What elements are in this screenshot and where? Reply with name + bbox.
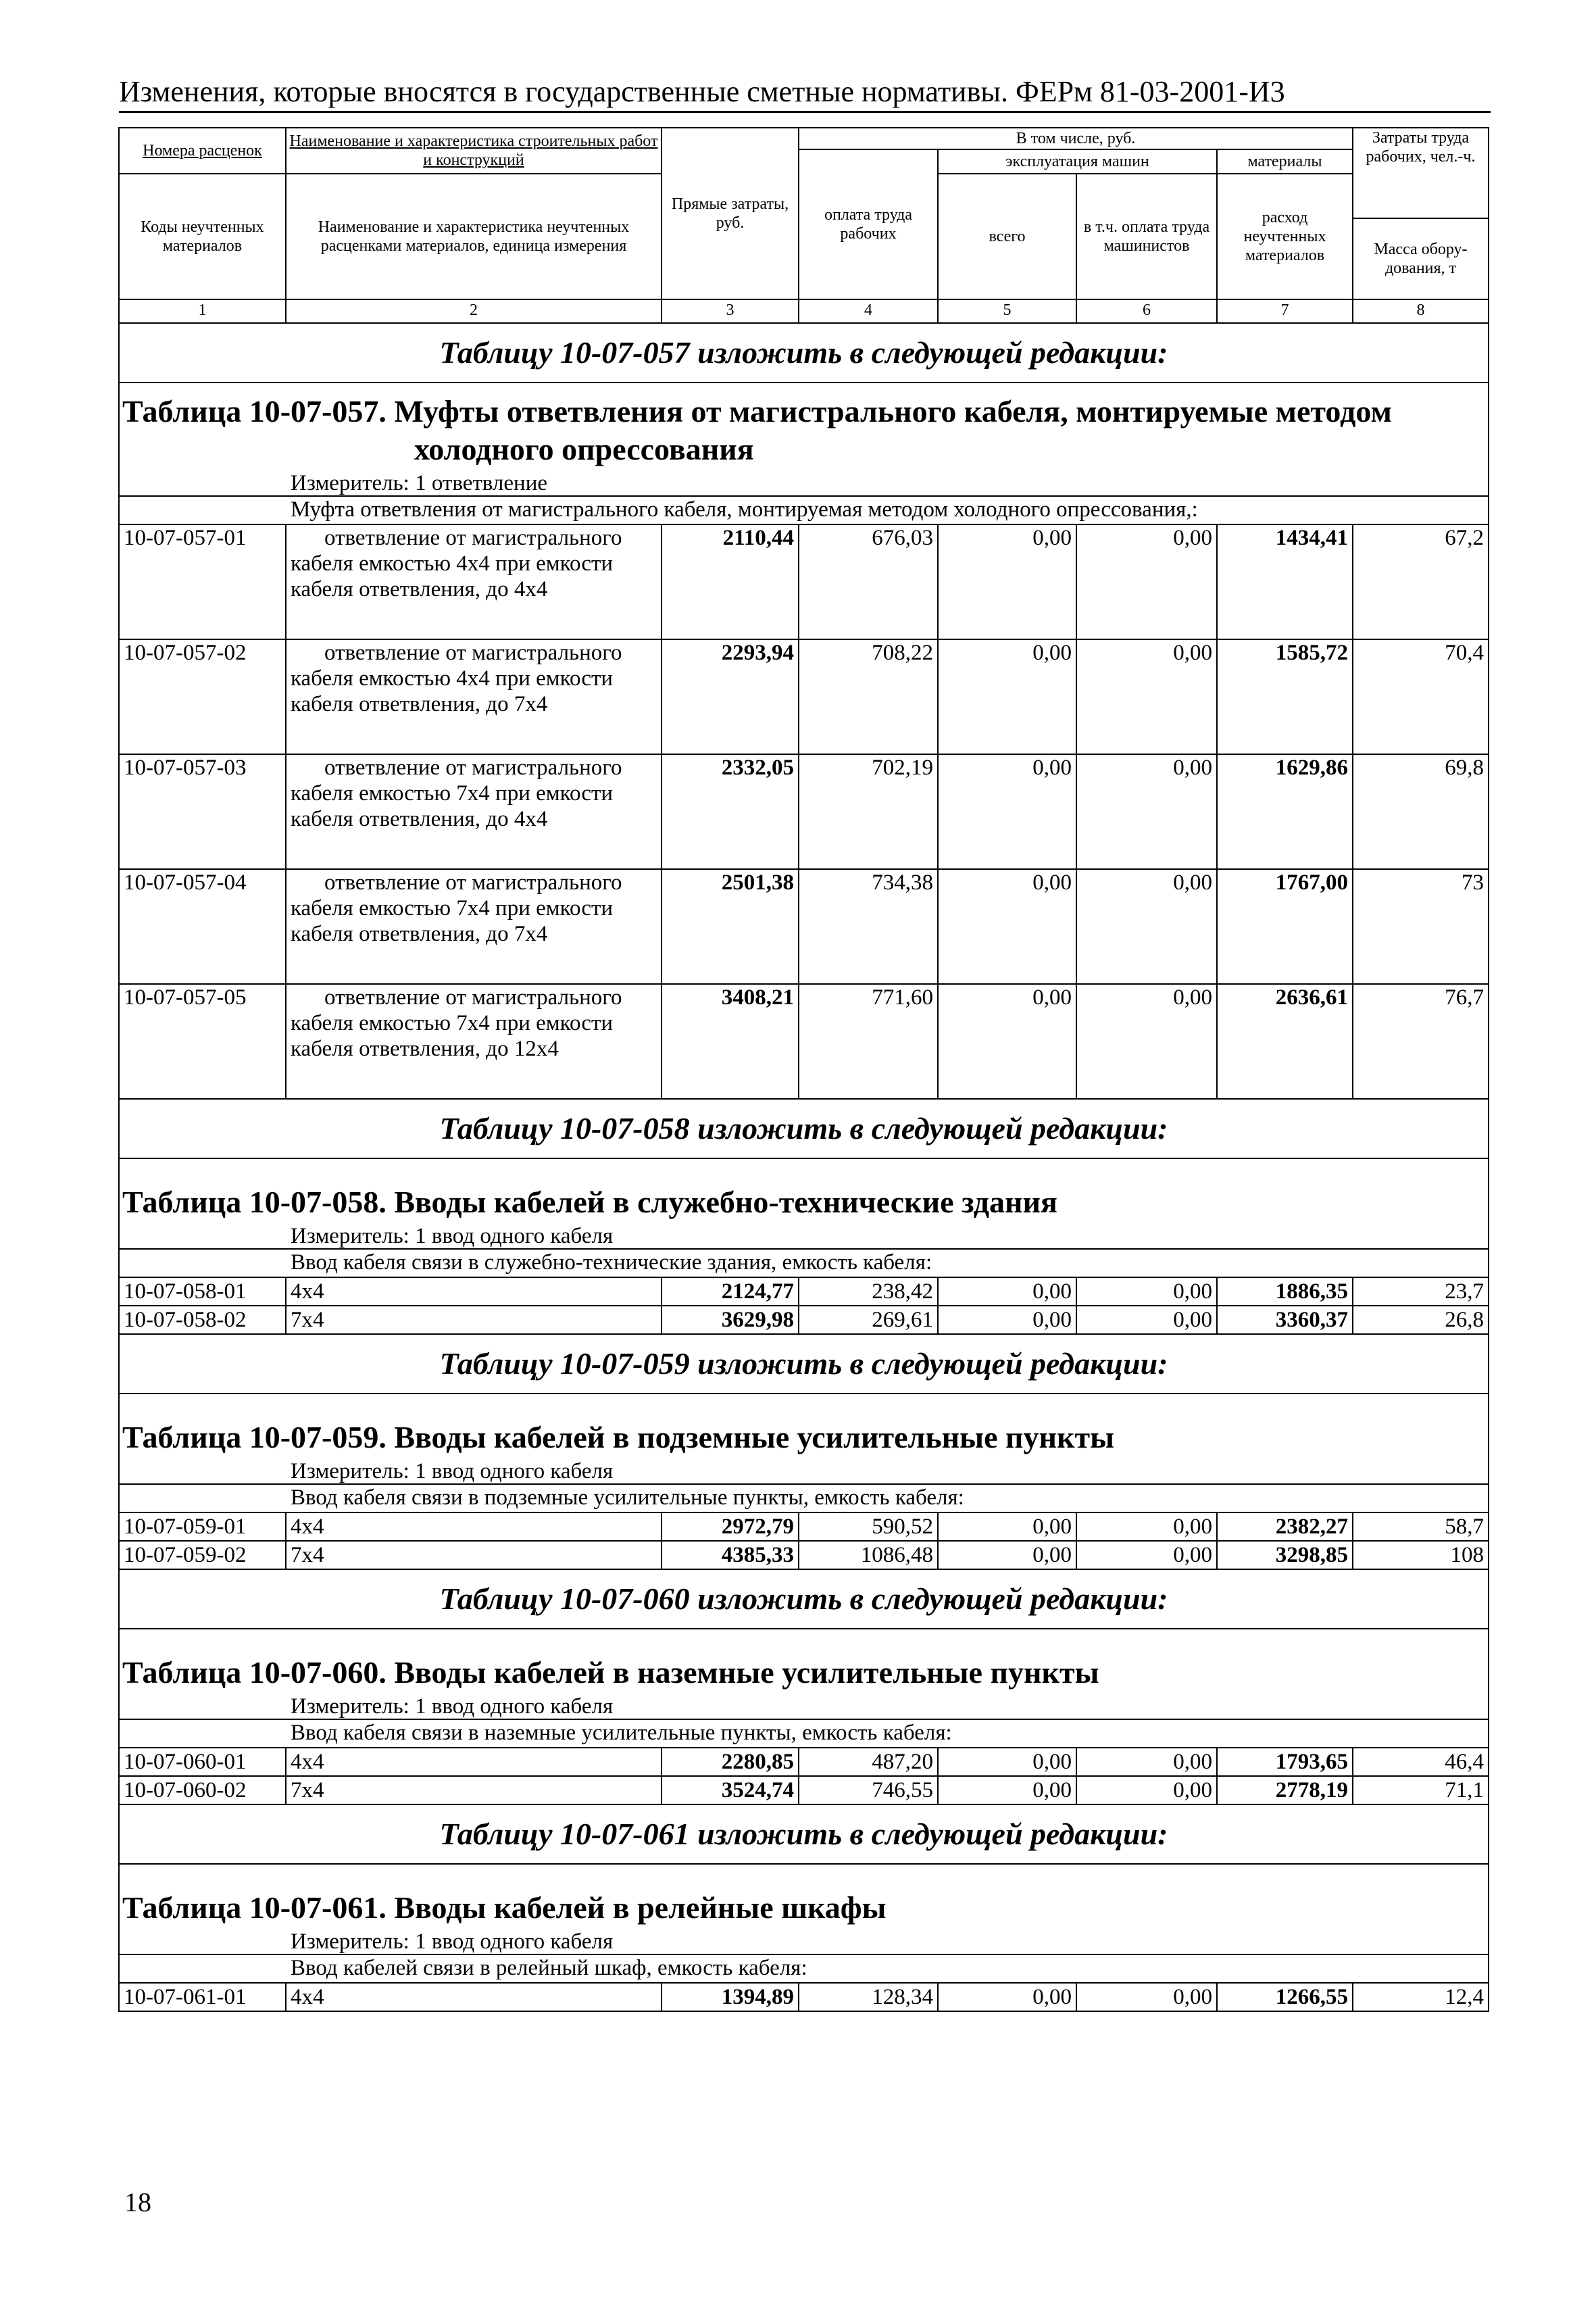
labor-pay-cell: 676,03 <box>799 524 938 639</box>
group-row <box>119 1249 1489 1277</box>
table-row <box>119 524 1489 639</box>
header-work-name: Наименование и характеристика строительных работ и конструкций <box>286 128 662 174</box>
machines-total-cell: 0,00 <box>938 754 1076 869</box>
materials-cell: 1629,86 <box>1217 754 1353 869</box>
banner-text: Таблицу 10-07-061 изложить в следующей редакции: <box>119 1804 1489 1864</box>
labor-pay-cell: 1086,48 <box>799 1541 938 1569</box>
rate-code-cell: 10-07-059-01 <box>119 1512 286 1541</box>
labor-hours-cell: 71,1 <box>1353 1776 1489 1804</box>
machines-total-cell: 0,00 <box>938 1512 1076 1541</box>
header-material-use: расход неучтенных материалов <box>1217 174 1353 299</box>
machinist-pay-cell: 0,00 <box>1076 984 1217 1099</box>
section-title <box>119 1158 1489 1224</box>
table-title: Таблица 10-07-060. Вводы кабелей в наземные усилительные пункты <box>122 1655 1099 1690</box>
materials-cell: 2636,61 <box>1217 984 1353 1099</box>
group-row <box>119 1719 1489 1748</box>
header-including: В том числе, руб. <box>799 128 1353 149</box>
rate-code-cell: 10-07-059-02 <box>119 1541 286 1569</box>
labor-pay-cell: 238,42 <box>799 1277 938 1306</box>
section-banner <box>119 1334 1489 1394</box>
machinist-pay-cell: 0,00 <box>1076 1541 1217 1569</box>
machinist-pay-cell: 0,00 <box>1076 1776 1217 1804</box>
direct-costs-cell: 4385,33 <box>662 1541 799 1569</box>
table-title: Таблица 10-07-058. Вводы кабелей в служебно-технические здания <box>122 1185 1057 1219</box>
measure-row <box>119 1459 1489 1484</box>
group-label: Ввод кабеля связи в наземные усилительные пункты, емкость кабеля: <box>119 1719 1489 1748</box>
rate-code-cell: 10-07-057-04 <box>119 869 286 984</box>
group-label: Ввод кабеля связи в служебно-технические здания, емкость кабеля: <box>119 1249 1489 1277</box>
rate-code-cell: 10-07-061-01 <box>119 1983 286 2011</box>
labor-pay-cell: 771,60 <box>799 984 938 1099</box>
header-material-names: Наименование и характеристика неучтенных расценками материалов, единица измерения <box>286 174 662 299</box>
group-label: Муфта ответвления от магистрального кабеля, монтируемая методом холодного опрессования,: <box>119 496 1489 524</box>
table-row <box>119 1277 1489 1306</box>
rate-code-cell: 10-07-057-03 <box>119 754 286 869</box>
header-machines-total: всего <box>938 174 1076 299</box>
machinist-pay-cell: 0,00 <box>1076 1512 1217 1541</box>
column-number: 2 <box>286 299 662 323</box>
direct-costs-cell: 3524,74 <box>662 1776 799 1804</box>
direct-costs-cell: 2332,05 <box>662 754 799 869</box>
group-row <box>119 496 1489 524</box>
materials-cell: 1886,35 <box>1217 1277 1353 1306</box>
table-row <box>119 639 1489 754</box>
measure-row <box>119 1929 1489 1954</box>
measure-unit: Измеритель: 1 ввод одного кабеля <box>119 1694 1489 1719</box>
direct-costs-cell: 1394,89 <box>662 1983 799 2011</box>
title-cell <box>119 1394 1489 1459</box>
table-row <box>119 754 1489 869</box>
header-machines: эксплуатация машин <box>938 149 1217 174</box>
machinist-pay-cell: 0,00 <box>1076 1983 1217 2011</box>
labor-pay-cell: 128,34 <box>799 1983 938 2011</box>
machines-total-cell: 0,00 <box>938 869 1076 984</box>
measure-unit: Измеритель: 1 ввод одного кабеля <box>119 1929 1489 1954</box>
measure-row <box>119 471 1489 496</box>
labor-hours-cell: 26,8 <box>1353 1306 1489 1334</box>
column-number: 8 <box>1353 299 1489 323</box>
machinist-pay-cell: 0,00 <box>1076 639 1217 754</box>
section-banner <box>119 1804 1489 1864</box>
header-direct-costs: Прямые затраты, руб. <box>662 128 799 299</box>
materials-cell: 1434,41 <box>1217 524 1353 639</box>
machines-total-cell: 0,00 <box>938 1306 1076 1334</box>
materials-cell: 3298,85 <box>1217 1541 1353 1569</box>
section-title <box>119 1394 1489 1459</box>
labor-pay-cell: 702,19 <box>799 754 938 869</box>
header-machinist-pay: в т.ч. оплата труда машинистов <box>1076 174 1217 299</box>
direct-costs-cell: 3408,21 <box>662 984 799 1099</box>
labor-hours-cell: 70,4 <box>1353 639 1489 754</box>
labor-pay-cell: 708,22 <box>799 639 938 754</box>
section-banner <box>119 1099 1489 1158</box>
machinist-pay-cell: 0,00 <box>1076 1277 1217 1306</box>
column-number: 5 <box>938 299 1076 323</box>
table-title: Таблица 10-07-061. Вводы кабелей в релейные шкафы <box>122 1890 887 1925</box>
table-row <box>119 869 1489 984</box>
labor-pay-cell: 746,55 <box>799 1776 938 1804</box>
description-cell: 7х4 <box>286 1541 662 1569</box>
description-cell: ответвление от магистрального кабеля емкостью 4х4 при емкости кабеля ответвления, до 4х4 <box>286 524 662 639</box>
section-title <box>119 1864 1489 1929</box>
banner-text: Таблицу 10-07-060 изложить в следующей редакции: <box>119 1569 1489 1629</box>
machines-total-cell: 0,00 <box>938 1748 1076 1776</box>
table-title: Таблица 10-07-059. Вводы кабелей в подземные усилительные пункты <box>122 1420 1115 1454</box>
column-number: 6 <box>1076 299 1217 323</box>
machines-total-cell: 0,00 <box>938 1277 1076 1306</box>
measure-unit: Измеритель: 1 ввод одного кабеля <box>119 1459 1489 1484</box>
title-cell <box>119 1158 1489 1224</box>
description-cell: 4х4 <box>286 1512 662 1541</box>
description-cell: 7х4 <box>286 1306 662 1334</box>
title-cell <box>119 1629 1489 1694</box>
page-number: 18 <box>124 2187 151 2217</box>
header-equipment-mass: Масса обору-дования, т <box>1353 218 1489 299</box>
materials-cell: 1767,00 <box>1217 869 1353 984</box>
header-material-codes: Коды неучтенных материалов <box>119 174 286 299</box>
group-label: Ввод кабелей связи в релейный шкаф, емкость кабеля: <box>119 1954 1489 1983</box>
materials-cell: 2382,27 <box>1217 1512 1353 1541</box>
machines-total-cell: 0,00 <box>938 524 1076 639</box>
labor-hours-cell: 46,4 <box>1353 1748 1489 1776</box>
direct-costs-cell: 2293,94 <box>662 639 799 754</box>
labor-hours-cell: 73 <box>1353 869 1489 984</box>
labor-pay-cell: 487,20 <box>799 1748 938 1776</box>
labor-hours-cell: 58,7 <box>1353 1512 1489 1541</box>
labor-hours-cell: 67,2 <box>1353 524 1489 639</box>
header-rate-numbers: Номера расценок <box>119 128 286 174</box>
materials-cell: 3360,37 <box>1217 1306 1353 1334</box>
rate-code-cell: 10-07-058-01 <box>119 1277 286 1306</box>
machines-total-cell: 0,00 <box>938 984 1076 1099</box>
table-row <box>119 1776 1489 1804</box>
description-cell: 4х4 <box>286 1983 662 2011</box>
rate-code-cell: 10-07-057-02 <box>119 639 286 754</box>
machines-total-cell: 0,00 <box>938 1541 1076 1569</box>
measure-unit: Измеритель: 1 ввод одного кабеля <box>119 1224 1489 1249</box>
labor-hours-cell: 76,7 <box>1353 984 1489 1099</box>
description-cell: 7х4 <box>286 1776 662 1804</box>
column-number: 3 <box>662 299 799 323</box>
table-row <box>119 1512 1489 1541</box>
rate-code-cell: 10-07-057-01 <box>119 524 286 639</box>
machinist-pay-cell: 0,00 <box>1076 754 1217 869</box>
measure-row <box>119 1224 1489 1249</box>
section-banner <box>119 323 1489 383</box>
header-labor-costs: Затраты труда рабочих, чел.-ч. <box>1353 128 1489 218</box>
description-cell: ответвление от магистрального кабеля емкостью 7х4 при емкости кабеля ответвления, до 7х4 <box>286 869 662 984</box>
machines-total-cell: 0,00 <box>938 639 1076 754</box>
machinist-pay-cell: 0,00 <box>1076 869 1217 984</box>
title-cell <box>119 1864 1489 1929</box>
machines-total-cell: 0,00 <box>938 1983 1076 2011</box>
direct-costs-cell: 2501,38 <box>662 869 799 984</box>
table-title: Таблица 10-07-057. Муфты ответвления от магистрального кабеля, монтируемые методом <box>122 394 1392 428</box>
measure-unit: Измеритель: 1 ответвление <box>119 471 1489 496</box>
labor-hours-cell: 108 <box>1353 1541 1489 1569</box>
table-row <box>119 1983 1489 2011</box>
group-row <box>119 1954 1489 1983</box>
description-cell: 4х4 <box>286 1277 662 1306</box>
section-banner <box>119 1569 1489 1629</box>
header-materials: материалы <box>1217 149 1353 174</box>
direct-costs-cell: 2280,85 <box>662 1748 799 1776</box>
header-labor-pay: оплата труда рабочих <box>799 149 938 299</box>
direct-costs-cell: 2972,79 <box>662 1512 799 1541</box>
measure-row <box>119 1694 1489 1719</box>
table-row <box>119 1306 1489 1334</box>
table-row <box>119 1748 1489 1776</box>
description-cell: ответвление от магистрального кабеля емкостью 7х4 при емкости кабеля ответвления, до 4х4 <box>286 754 662 869</box>
group-label: Ввод кабеля связи в подземные усилительные пункты, емкость кабеля: <box>119 1484 1489 1512</box>
rate-code-cell: 10-07-060-01 <box>119 1748 286 1776</box>
rates-table <box>118 127 1489 2012</box>
materials-cell: 2778,19 <box>1217 1776 1353 1804</box>
title-cell <box>119 383 1489 471</box>
materials-cell: 1793,65 <box>1217 1748 1353 1776</box>
rate-code-cell: 10-07-057-05 <box>119 984 286 1099</box>
table-row <box>119 1541 1489 1569</box>
section-title <box>119 383 1489 471</box>
machinist-pay-cell: 0,00 <box>1076 1306 1217 1334</box>
banner-text: Таблицу 10-07-058 изложить в следующей редакции: <box>119 1099 1489 1158</box>
rate-code-cell: 10-07-058-02 <box>119 1306 286 1334</box>
direct-costs-cell: 2110,44 <box>662 524 799 639</box>
banner-text: Таблицу 10-07-057 изложить в следующей редакции: <box>119 323 1489 383</box>
column-number: 4 <box>799 299 938 323</box>
document-title: Изменения, которые вносятся в государственные сметные нормативы. ФЕРм 81-03-2001-И3 <box>119 73 1491 113</box>
table-row <box>119 984 1489 1099</box>
group-row <box>119 1484 1489 1512</box>
machinist-pay-cell: 0,00 <box>1076 524 1217 639</box>
labor-hours-cell: 69,8 <box>1353 754 1489 869</box>
machinist-pay-cell: 0,00 <box>1076 1748 1217 1776</box>
direct-costs-cell: 2124,77 <box>662 1277 799 1306</box>
labor-hours-cell: 23,7 <box>1353 1277 1489 1306</box>
column-number: 1 <box>119 299 286 323</box>
labor-pay-cell: 734,38 <box>799 869 938 984</box>
description-cell: ответвление от магистрального кабеля емкостью 7х4 при емкости кабеля ответвления, до 12х4 <box>286 984 662 1099</box>
column-number: 7 <box>1217 299 1353 323</box>
description-cell: 4х4 <box>286 1748 662 1776</box>
rate-code-cell: 10-07-060-02 <box>119 1776 286 1804</box>
materials-cell: 1585,72 <box>1217 639 1353 754</box>
labor-pay-cell: 269,61 <box>799 1306 938 1334</box>
materials-cell: 1266,55 <box>1217 1983 1353 2011</box>
labor-pay-cell: 590,52 <box>799 1512 938 1541</box>
machines-total-cell: 0,00 <box>938 1776 1076 1804</box>
table-title-cont: холодного опрессования <box>414 432 754 466</box>
labor-hours-cell: 12,4 <box>1353 1983 1489 2011</box>
description-cell: ответвление от магистрального кабеля емкостью 4х4 при емкости кабеля ответвления, до 7х4 <box>286 639 662 754</box>
section-title <box>119 1629 1489 1694</box>
direct-costs-cell: 3629,98 <box>662 1306 799 1334</box>
banner-text: Таблицу 10-07-059 изложить в следующей редакции: <box>119 1334 1489 1394</box>
